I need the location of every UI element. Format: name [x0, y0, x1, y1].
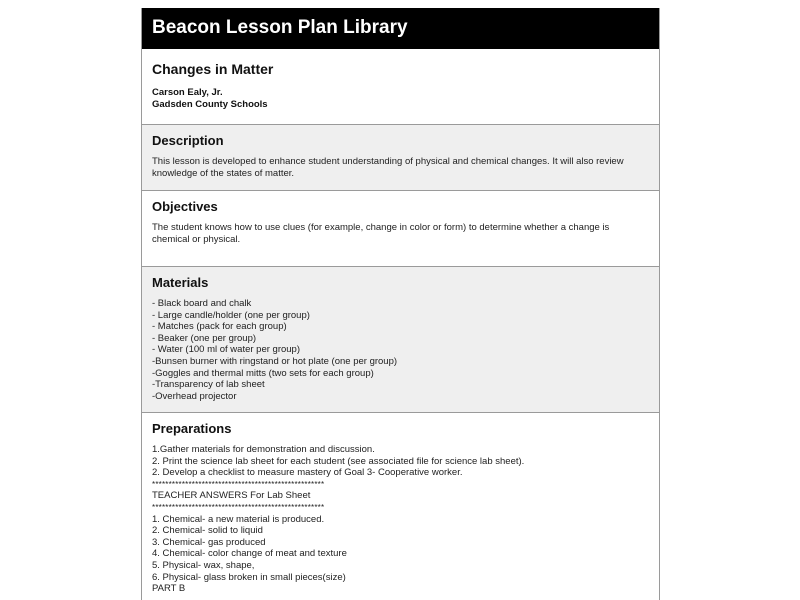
preparations-item: 1.Gather materials for demonstration and discussion.: [152, 444, 375, 455]
preparations-item: 6. Physical- glass broken in small pieces(size): [152, 571, 346, 583]
lesson-author: Carson Ealy, Jr.: [152, 87, 223, 98]
preparations-item: 3. Chemical- gas produced: [152, 536, 266, 548]
preparations-item: 2. Chemical- solid to liquid: [152, 525, 263, 537]
materials-item: -Bunsen burner with ringstand or hot plate (one per group): [152, 355, 398, 367]
materials-item: - Black board and chalk: [152, 298, 252, 309]
materials-item: -Transparency of lab sheet: [152, 379, 265, 391]
library-banner: [142, 8, 659, 49]
preparations-item: 5. Physical- wax, shape,: [152, 559, 255, 571]
materials-item: - Matches (pack for each group): [152, 321, 287, 333]
preparations-list: [152, 444, 649, 595]
preparations-item: TEACHER ANSWERS For Lab Sheet: [152, 490, 311, 502]
lesson-page: [141, 8, 660, 600]
materials-section: [142, 267, 659, 413]
preparations-item: 2. Print the science lab sheet for each student (see associated file for science lab sheet).: [152, 455, 525, 467]
materials-heading: Materials: [152, 275, 209, 290]
preparations-divider: ****************************************************: [152, 502, 325, 512]
preparations-heading: Preparations: [152, 421, 232, 436]
preparations-divider: ****************************************************: [152, 479, 325, 489]
lesson-title: Changes in Matter: [152, 61, 274, 77]
materials-item: - Large candle/holder (one per group): [152, 309, 310, 321]
objectives-heading: Objectives: [152, 199, 218, 214]
materials-item: - Water (100 ml of water per group): [152, 344, 301, 356]
library-title: Beacon Lesson Plan Library: [152, 17, 408, 38]
description-heading: Description: [152, 133, 224, 148]
preparations-item: 4. Chemical- color change of meat and texture: [152, 548, 347, 560]
preparations-item: 1. Chemical- a new material is produced.: [152, 513, 325, 525]
materials-item: -Overhead projector: [152, 390, 237, 402]
objectives-text: The student knows how to use clues (for example, change in color or form) to determine whether a change is chemical or physical.: [152, 222, 610, 245]
materials-list: [152, 298, 649, 402]
preparations-section: [142, 413, 659, 600]
preparations-item: PART B: [152, 583, 186, 595]
objectives-section: [142, 191, 659, 267]
description-section: [142, 125, 659, 191]
lesson-organization: Gadsden County Schools: [152, 99, 268, 110]
materials-item: -Goggles and thermal mitts (two sets for each group): [152, 367, 374, 379]
lesson-header-section: [142, 49, 659, 125]
materials-item: - Beaker (one per group): [152, 332, 257, 344]
description-text: This lesson is developed to enhance student understanding of physical and chemical changes. It will also review knowledge of the states of matter.: [152, 156, 624, 179]
preparations-item: 2. Develop a checklist to measure mastery of Goal 3- Cooperative worker.: [152, 467, 463, 479]
